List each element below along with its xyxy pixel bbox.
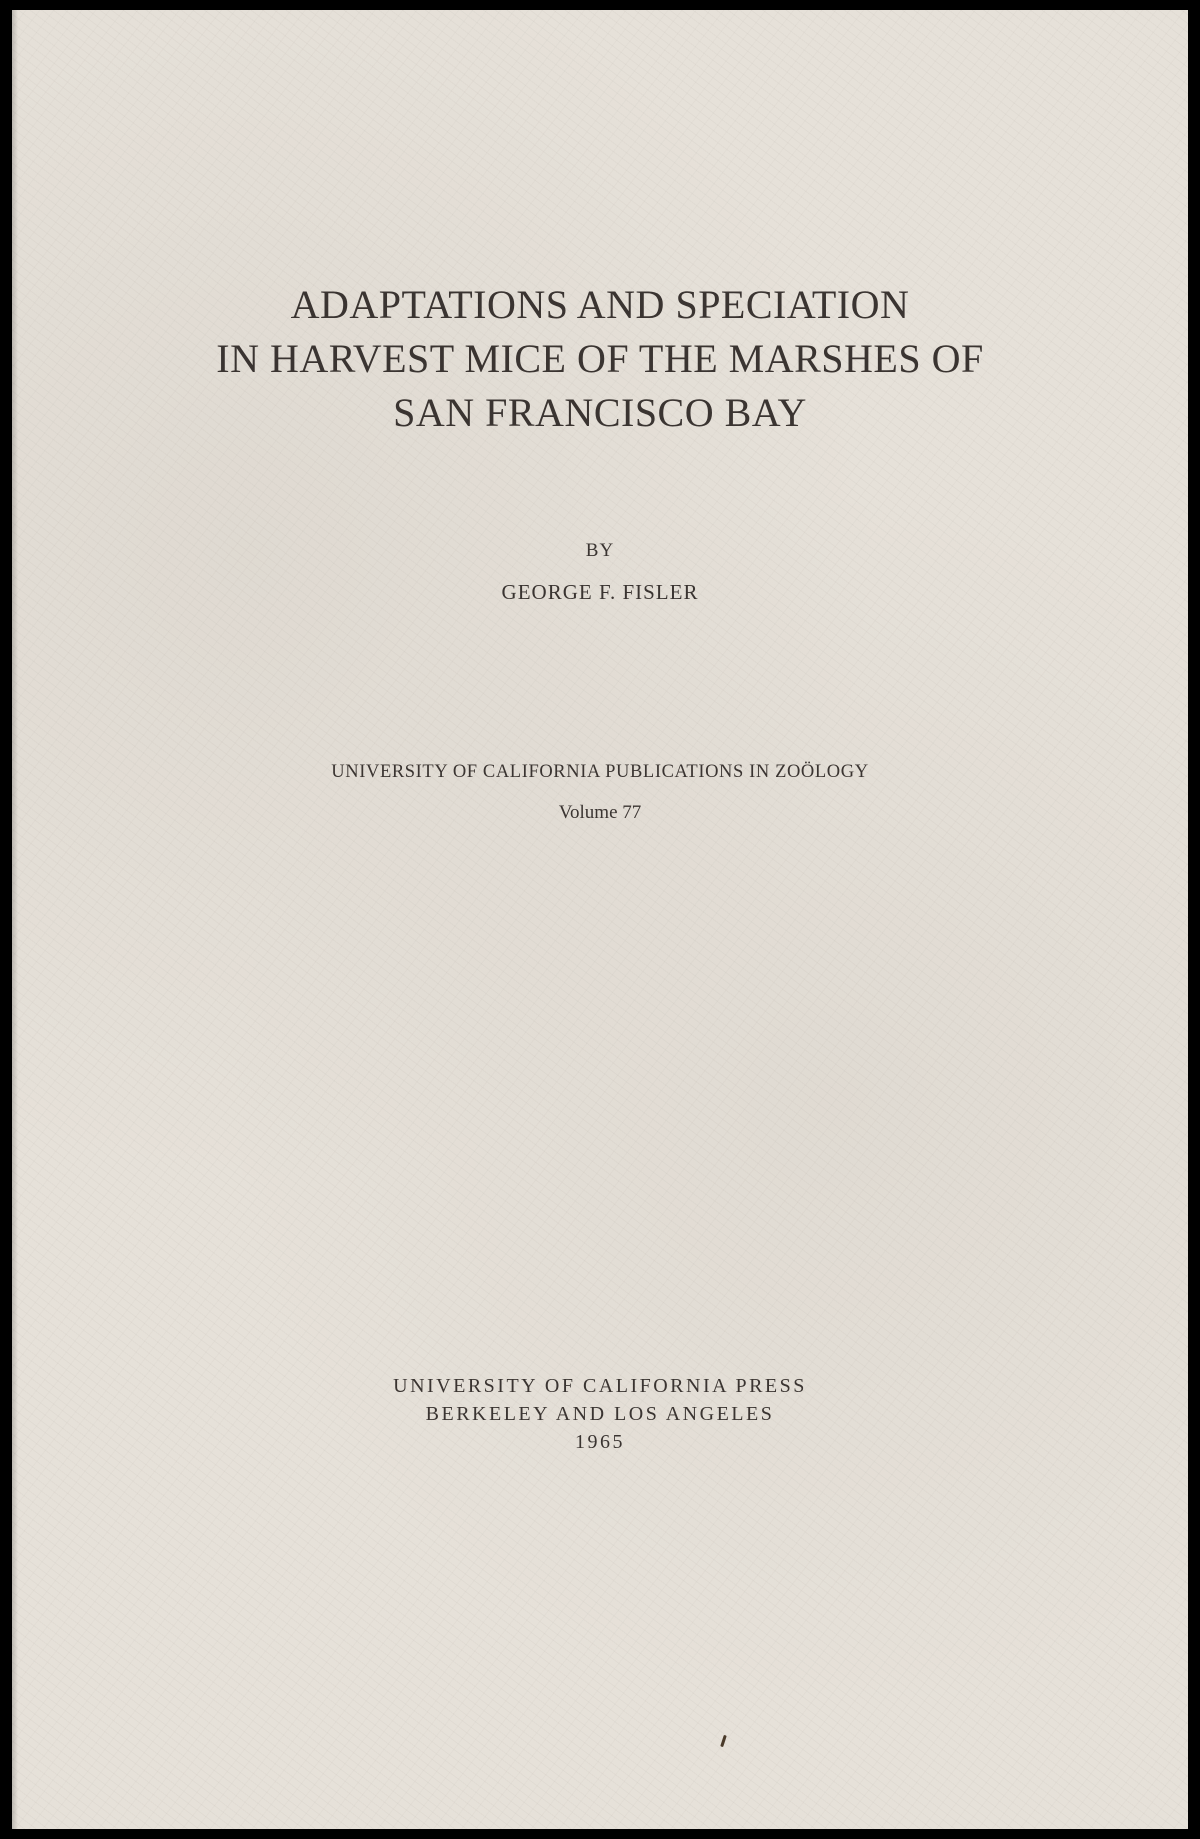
series-name: UNIVERSITY OF CALIFORNIA PUBLICATIONS IN ZOÖLOGY (331, 762, 869, 782)
author-name: GEORGE F. FISLER (501, 580, 699, 604)
volume-number: Volume 77 (558, 802, 642, 823)
publication-year: 1965 (575, 1431, 625, 1453)
publisher-place: BERKELEY AND LOS ANGELES (425, 1403, 775, 1425)
title-line-3: SAN FRANCISCO BAY (393, 390, 807, 435)
title-line-2: IN HARVEST MICE OF THE MARSHES OF (216, 336, 984, 381)
publisher-name: UNIVERSITY OF CALIFORNIA PRESS (393, 1375, 807, 1397)
title-line-1: ADAPTATIONS AND SPECIATION (290, 282, 910, 327)
by-label: BY (585, 540, 615, 561)
document-title (12, 278, 1188, 440)
publisher-imprint (12, 1372, 1188, 1456)
paper-speck (720, 1735, 727, 1747)
title-page (12, 10, 1188, 1829)
